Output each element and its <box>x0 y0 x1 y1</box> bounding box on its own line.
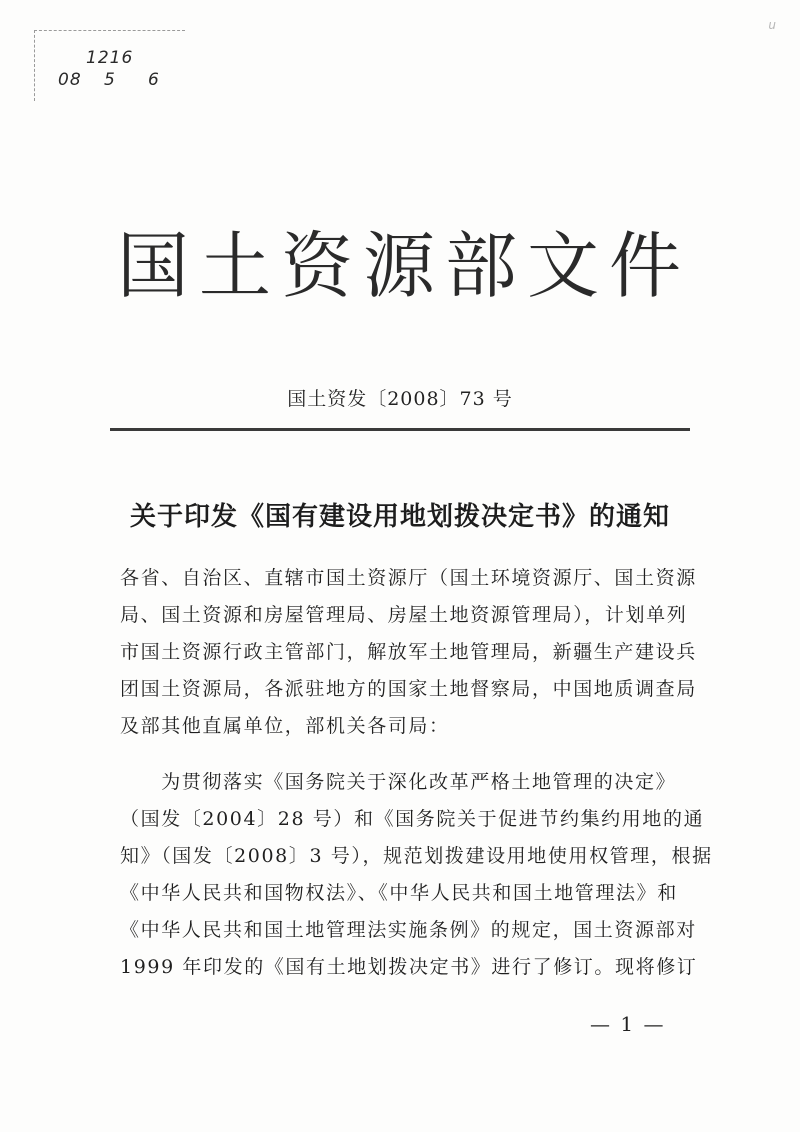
handwritten-note: 6 <box>148 70 160 90</box>
paragraph-line: 为贯彻落实《国务院关于深化改革严格土地管理的决定》 <box>120 771 677 793</box>
document-title: 关于印发《国有建设用地划拨决定书》的通知 <box>129 502 670 532</box>
header-divider <box>110 428 690 431</box>
addressee-line: 各省、自治区、直辖市国土资源厅（国土环境资源厅、国土资源 <box>120 567 697 589</box>
paragraph-line: 知》（国发〔2008〕3 号），规范划拨建设用地使用权管理，根据 <box>120 845 713 867</box>
handwritten-note: 08 <box>58 70 82 90</box>
corner-mark: u <box>768 18 776 32</box>
paragraph-line: 《中华人民共和国物权法》、《中华人民共和国土地管理法》和 <box>120 882 678 904</box>
body-paragraph <box>120 764 713 986</box>
masthead: 国土资源部文件 <box>116 224 691 308</box>
page-number: — 1 — <box>590 1012 666 1036</box>
paragraph-line: 1999 年印发的《国有土地划拨决定书》进行了修订。现将修订 <box>120 956 698 978</box>
addressee-line: 市国土资源行政主管部门，解放军土地管理局，新疆生产建设兵 <box>120 641 697 663</box>
addressee-line: 及部其他直属单位，部机关各司局： <box>120 715 450 737</box>
addressee-block <box>120 560 700 745</box>
addressee-line: 局、国土资源和房屋管理局、房屋土地资源管理局），计划单列 <box>120 604 688 626</box>
paragraph-line: （国发〔2004〕28 号）和《国务院关于促进节约集约用地的通 <box>120 808 705 830</box>
addressee-line: 团国土资源局，各派驻地方的国家土地督察局，中国地质调查局 <box>120 678 697 700</box>
handwritten-note: 5 <box>104 70 116 90</box>
paragraph-line: 《中华人民共和国土地管理法实施条例》的规定，国土资源部对 <box>120 919 697 941</box>
handwritten-note: 1216 <box>86 48 134 68</box>
document-number: 国土资发〔2008〕73 号 <box>287 388 513 410</box>
